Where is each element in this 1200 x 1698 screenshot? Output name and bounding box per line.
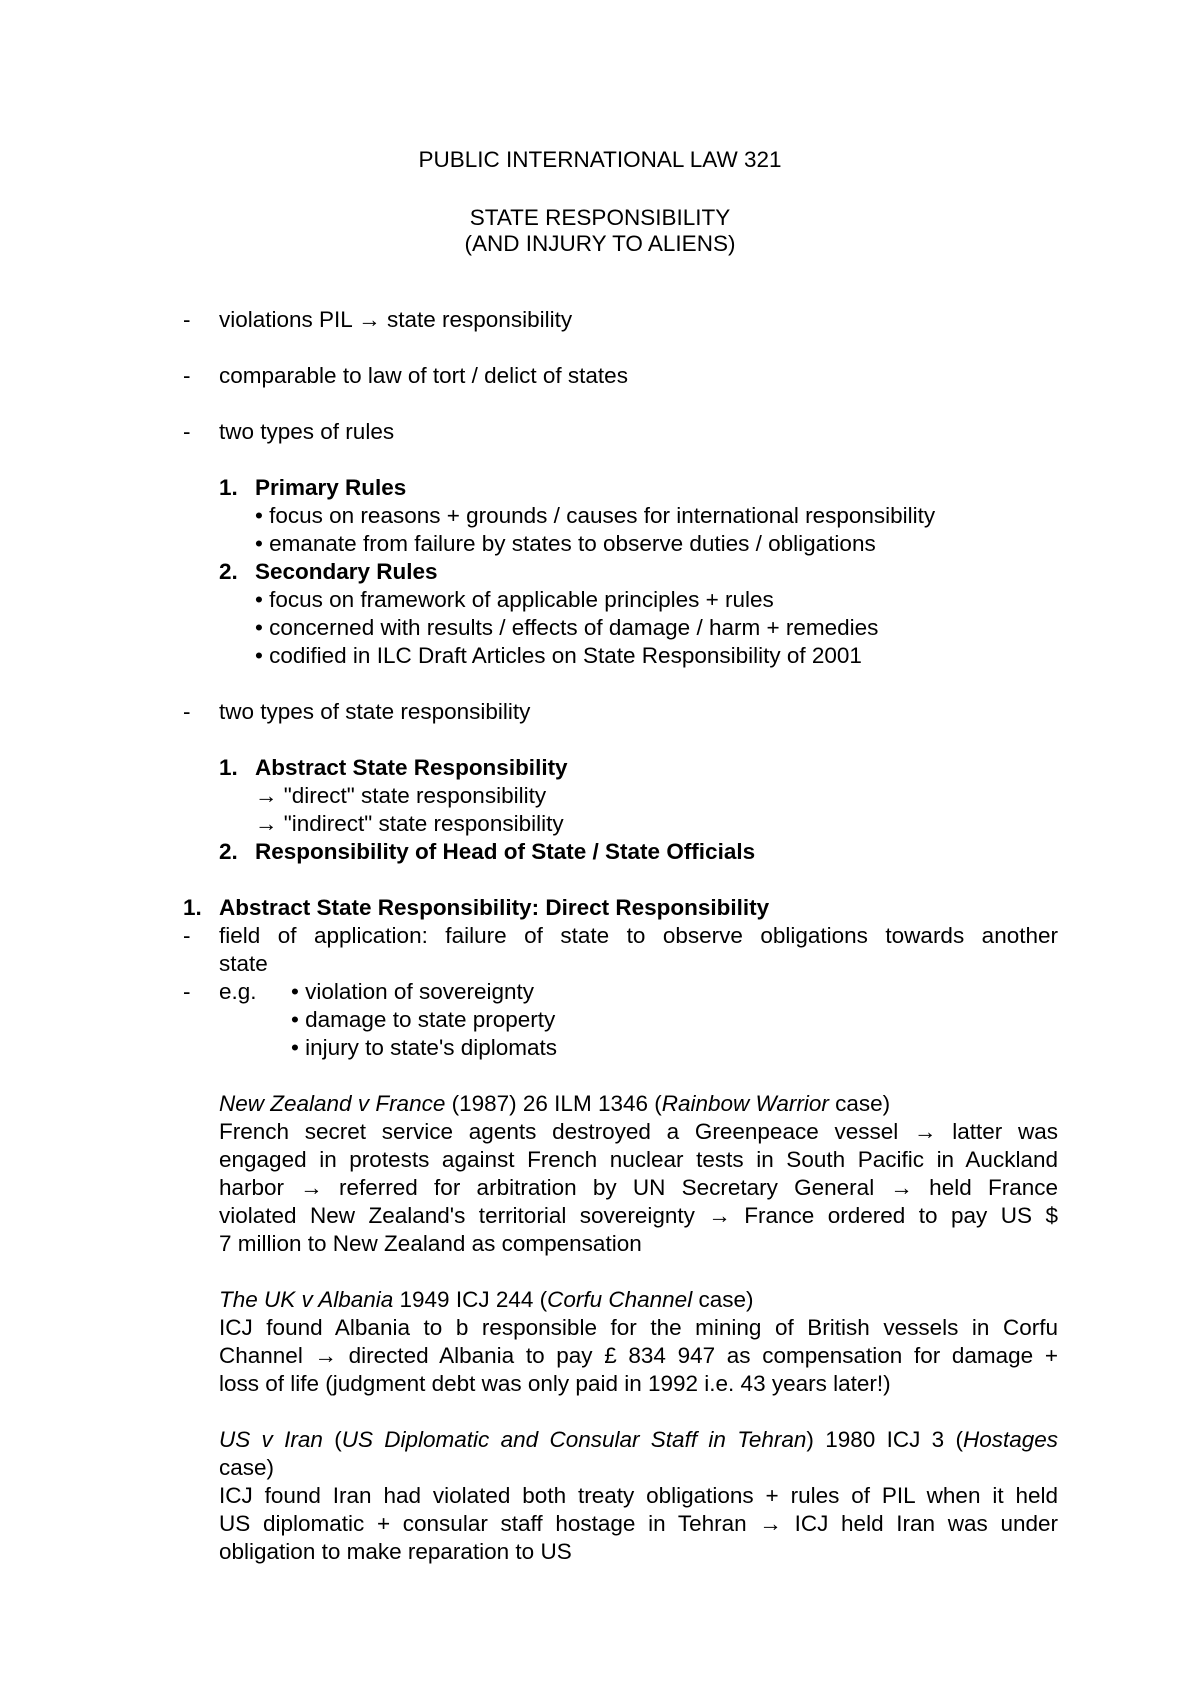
- case-close: case): [828, 1091, 891, 1116]
- dash-marker: -: [183, 699, 191, 724]
- case-summary-line: French secret service agents destroyed a Greenpeace vessel → latter was: [219, 1119, 1058, 1144]
- dash-marker: -: [183, 923, 191, 948]
- list-number: 2.: [219, 559, 238, 584]
- case-summary-line: 7 million to New Zealand as compensation: [219, 1231, 642, 1256]
- eg-label: e.g.: [219, 979, 257, 1004]
- primary-rules-heading: Primary Rules: [255, 475, 407, 500]
- case-parties: New Zealand v France: [219, 1091, 446, 1116]
- section-heading: Abstract State Responsibility: Direct Responsibility: [219, 895, 770, 920]
- case-name: Rainbow Warrior: [661, 1091, 829, 1116]
- secondary-rules-heading: Secondary Rules: [255, 559, 438, 584]
- case-summary-line: harbor → referred for arbitration by UN Secretary General → held France: [219, 1175, 1058, 1200]
- secondary-rule-point: • codified in ILC Draft Articles on State Responsibility of 2001: [255, 643, 862, 668]
- case-name: Corfu Channel: [547, 1287, 693, 1312]
- list-number: 2.: [219, 839, 238, 864]
- case-parties: The UK v Albania: [219, 1287, 394, 1312]
- intro-item: violations PIL → state responsibility: [219, 307, 573, 332]
- case-reference-open: (: [322, 1427, 342, 1452]
- responsibility-subtype: → "direct" state responsibility: [255, 783, 547, 808]
- case-close: case): [692, 1287, 754, 1312]
- case-name-short: Hostages: [962, 1427, 1059, 1452]
- responsibility-subtype: → "indirect" state responsibility: [255, 811, 564, 836]
- dash-marker: -: [183, 307, 191, 332]
- list-number: 1.: [219, 755, 238, 780]
- case-summary-line: ICJ found Albania to b responsible for the mining of British vessels in Corfu: [219, 1315, 1058, 1340]
- list-number: 1.: [219, 475, 238, 500]
- dash-marker: -: [183, 363, 191, 388]
- case-summary-line: US diplomatic + consular staff hostage in Tehran → ICJ held Iran was under: [219, 1511, 1058, 1536]
- case-summary-line: loss of life (judgment debt was only paid in 1992 i.e. 43 years later!): [219, 1371, 891, 1396]
- intro-item: two types of rules: [219, 419, 395, 444]
- dash-marker: -: [183, 979, 191, 1004]
- case-citation: [219, 1426, 1058, 1454]
- section-number: 1.: [183, 895, 202, 920]
- abstract-responsibility-heading: Abstract State Responsibility: [255, 755, 568, 780]
- example-item: • damage to state property: [291, 1007, 556, 1032]
- case-parties: US v Iran: [219, 1427, 323, 1452]
- case-summary-line: engaged in protests against French nuclear tests in South Pacific in Auckland: [219, 1147, 1058, 1172]
- case-summary-line: ICJ found Iran had violated both treaty obligations + rules of PIL when it held: [219, 1483, 1058, 1508]
- dash-marker: -: [183, 419, 191, 444]
- topic-subtitle: (AND INJURY TO ALIENS): [464, 231, 736, 256]
- case-reference: ) 1980 ICJ 3 (: [806, 1427, 963, 1452]
- example-item: • injury to state's diplomats: [291, 1035, 558, 1060]
- primary-rule-point: • focus on reasons + grounds / causes for international responsibility: [255, 503, 936, 528]
- example-item: • violation of sovereignty: [291, 979, 535, 1004]
- head-of-state-heading: Responsibility of Head of State / State Officials: [255, 839, 756, 864]
- case-reference: (1987) 26 ILM 1346 (: [445, 1091, 662, 1116]
- primary-rule-point: • emanate from failure by states to observe duties / obligations: [255, 531, 876, 556]
- case-citation: [219, 1090, 890, 1118]
- secondary-rule-point: • focus on framework of applicable principles + rules: [255, 587, 774, 612]
- types-intro: two types of state responsibility: [219, 699, 531, 724]
- case-close: case): [219, 1455, 275, 1480]
- case-summary-line: Channel → directed Albania to pay £ 834 947 as compensation for damage +: [219, 1343, 1058, 1368]
- case-reference: 1949 ICJ 244 (: [393, 1287, 548, 1312]
- intro-item: comparable to law of tort / delict of states: [219, 363, 628, 388]
- secondary-rule-point: • concerned with results / effects of damage / harm + remedies: [255, 615, 879, 640]
- field-of-application-cont: state: [219, 951, 268, 976]
- case-citation: [219, 1286, 753, 1314]
- case-name: US Diplomatic and Consular Staff in Tehran: [341, 1427, 807, 1452]
- course-title: PUBLIC INTERNATIONAL LAW 321: [418, 147, 782, 172]
- case-summary-line: obligation to make reparation to US: [219, 1539, 572, 1564]
- topic-title: STATE RESPONSIBILITY: [469, 205, 731, 230]
- case-summary-line: violated New Zealand's territorial sovereignty → France ordered to pay US $: [219, 1203, 1058, 1228]
- field-of-application: field of application: failure of state to observe obligations towards another: [219, 923, 1058, 948]
